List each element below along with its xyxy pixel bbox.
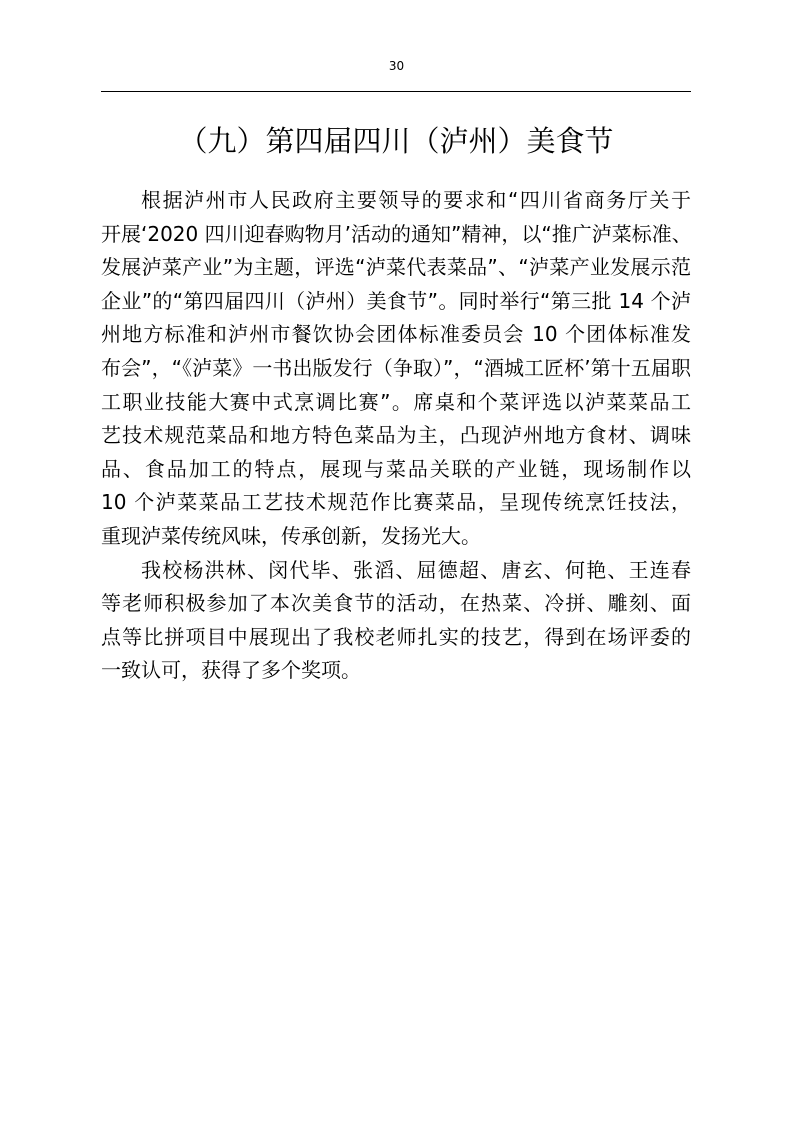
paragraph-line: 品、食品加工的特点，展现与菜品关联的产业链，现场制作以	[101, 456, 691, 481]
paragraph-line: 州地方标准和泸州市餐饮协会团体标准委员会 10 个团体标准发	[101, 322, 691, 347]
paragraph-line: 我校杨洪林、闵代毕、张滔、屈德超、唐玄、何艳、王连春	[141, 557, 691, 582]
paragraph-line: 重现泸菜传统风味，传承创新，发扬光大。	[101, 523, 481, 548]
paragraph-line: 根据泸州市人民政府主要领导的要求和“四川省商务厅关于	[141, 188, 691, 212]
paragraph-line: 点等比拼项目中展现出了我校老师扎实的技艺，得到在场评委的	[101, 624, 691, 649]
header-rule	[101, 91, 691, 92]
paragraph-line: 发展泸菜产业”为主题，评选“泸菜代表菜品”、“泸菜产业发展示范	[101, 255, 691, 280]
paragraph-line: 10 个泸菜菜品工艺技术规范作比赛菜品，呈现传统烹饪技法，	[101, 490, 691, 515]
page-number: 30	[388, 59, 405, 73]
paragraph-line: 工职业技能大赛中式烹调比赛”。席桌和个菜评选以泸菜菜品工	[101, 389, 691, 414]
paragraph-line: 艺技术规范菜品和地方特色菜品为主，凸现泸州地方食材、调味	[101, 423, 691, 448]
paragraph-line: 开展‘2020 四川迎春购物月’活动的通知”精神，以“推广泸菜标准、	[101, 221, 692, 246]
paragraph-2	[101, 554, 691, 688]
section-title: （九）第四届四川（泸州）美食节	[178, 124, 614, 158]
paragraph-line: 企业”的“第四届四川（泸州）美食节”。同时举行“第三批 14 个泸	[101, 288, 691, 313]
paragraph-1	[101, 184, 691, 554]
paragraph-line: 一致认可，获得了多个奖项。	[101, 658, 361, 683]
paragraph-line: 等老师积极参加了本次美食节的活动，在热菜、冷拼、雕刻、面	[101, 591, 691, 616]
paragraph-line: 布会”，“《泸菜》一书出版发行（争取）”，“酒城工匠杯’第十五届职	[101, 355, 691, 380]
body-text	[101, 184, 691, 688]
